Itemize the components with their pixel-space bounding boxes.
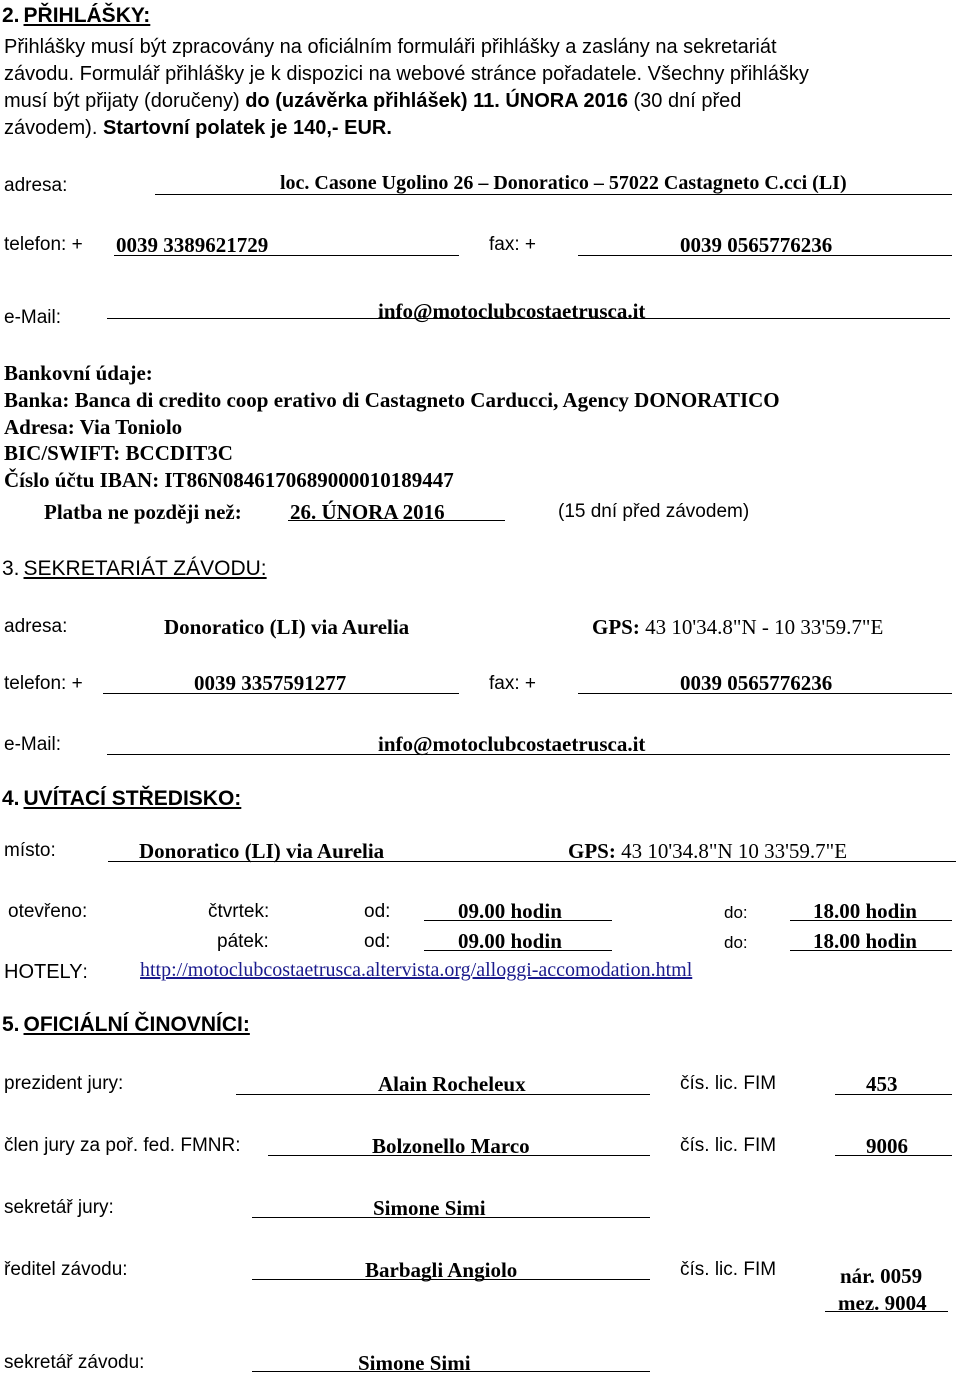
paragraph-line: závodu. Formulář přihlášky je k dispozici na webové stránce pořadatele. Všechny přihlášky [4, 63, 809, 85]
hotels-row [4, 959, 88, 984]
hotels-link[interactable]: http://motoclubcostaetrusca.altervista.org/alloggi-accomodation.html [140, 959, 693, 981]
jury-president-name: Alain Rocheleux [378, 1072, 526, 1096]
registration-deadline: do (uzávěrka přihlášek) 11. ÚNORA 2016 [245, 90, 628, 112]
gps-value: 43 10'34.8"N - 10 33'59.7"E [645, 615, 884, 639]
hotels-label: HOTELY [4, 961, 83, 983]
paragraph-line: Přihlášky musí být zpracovány na oficiálním formuláři přihlášky a zaslány na sekretariát [4, 36, 777, 58]
jury-president-license: 453 [866, 1072, 898, 1096]
gps [568, 839, 847, 863]
fax-label: fax: + [489, 673, 536, 694]
gps-value: 43 10'34.8"N 10 33'59.7"E [621, 839, 848, 863]
paragraph-text: musí být přijaty (doručeny) [4, 90, 246, 112]
open-label: otevřeno: [8, 901, 88, 922]
place-value: Donoratico (LI) via Aurelia [139, 839, 385, 863]
phone-label: telefon: + [4, 673, 83, 694]
fax-value: 0039 0565776236 [680, 671, 833, 695]
section-5-heading [2, 1013, 250, 1037]
gps-label: GPS: [568, 839, 616, 863]
address-label: adresa: [4, 616, 68, 637]
address-value: loc. Casone Ugolino 26 – Donoratico – 57022 Castagneto C.cci (LI) [280, 172, 847, 194]
race-director-license-national: nár. 0059 [840, 1264, 923, 1288]
jury-secretary-name: Simone Simi [373, 1196, 486, 1220]
race-director-name: Barbagli Angiolo [365, 1258, 518, 1282]
email-label: e-Mail: [4, 307, 62, 328]
bank-address: Adresa: Via Toniolo [4, 415, 183, 439]
race-secretary-label: sekretář závodu: [4, 1352, 145, 1373]
to-label: do: [724, 933, 748, 952]
section-title: UVÍTACÍ STŘEDISKO: [23, 787, 242, 810]
license-label: čís. lic. FIM [680, 1135, 777, 1156]
paragraph-text: závodem). [4, 117, 103, 139]
race-secretary-name: Simone Simi [358, 1351, 471, 1375]
section-number: 4. [2, 787, 20, 810]
race-director-label: ředitel závodu: [4, 1259, 128, 1280]
bank-heading: Bankovní údaje: [4, 361, 153, 385]
license-label: čís. lic. FIM [680, 1073, 777, 1094]
payment-deadline-note: (15 dní před závodem) [558, 501, 750, 522]
email-value[interactable]: info@motoclubcostaetrusca.it [378, 732, 646, 756]
email-value[interactable]: info@motoclubcostaetrusca.it [378, 299, 646, 323]
gps-label: GPS: [592, 615, 640, 639]
place-label: místo: [4, 840, 56, 861]
bank-name: Banka: Banca di credito coop erativo di Castagneto Carducci, Agency DONORATICO [4, 388, 780, 412]
jury-member-name: Bolzonello Marco [372, 1134, 530, 1158]
to-time: 18.00 hodin [813, 899, 917, 923]
from-time: 09.00 hodin [458, 899, 562, 923]
section-title: SEKRETARIÁT ZÁVODU: [23, 557, 267, 580]
day-friday: pátek: [217, 931, 269, 952]
phone-label: telefon: + [4, 234, 83, 255]
email-label: e-Mail: [4, 734, 62, 755]
gps [592, 615, 883, 639]
section-number: 5. [2, 1013, 20, 1036]
address-value: Donoratico (LI) via Aurelia [164, 615, 410, 639]
section-4-heading [2, 787, 241, 811]
entry-fee: Startovní polatek je 140,- EUR. [102, 117, 392, 139]
day-thursday: čtvrtek: [208, 901, 270, 922]
payment-deadline-label: Platba ne později než: [44, 500, 242, 524]
license-label: čís. lic. FIM [680, 1259, 777, 1280]
from-time: 09.00 hodin [458, 929, 562, 953]
paragraph-text: (30 dní před [627, 90, 742, 112]
section-number: 3. [2, 557, 20, 580]
hotels-colon: : [82, 962, 88, 983]
jury-secretary-label: sekretář jury: [4, 1197, 114, 1218]
section-3-heading [2, 557, 267, 581]
section-number: 2. [2, 4, 20, 27]
from-label: od: [364, 931, 391, 952]
paragraph-line [4, 115, 392, 142]
address-label: adresa: [4, 175, 68, 196]
jury-member-license: 9006 [866, 1134, 908, 1158]
to-time: 18.00 hodin [813, 929, 917, 953]
bank-bic: BIC/SWIFT: BCCDIT3C [4, 441, 233, 465]
fax-label: fax: + [489, 234, 536, 255]
jury-member-label: člen jury za poř. fed. FMNR: [4, 1135, 241, 1156]
jury-president-label: prezident jury: [4, 1073, 124, 1094]
phone-value: 0039 3389621729 [116, 233, 269, 257]
paragraph-line [4, 88, 741, 115]
from-label: od: [364, 901, 391, 922]
bank-iban: Číslo účtu IBAN: IT86N0846170689000010189447 [4, 468, 454, 492]
section-title: OFICIÁLNÍ ČINOVNÍCI: [23, 1013, 250, 1036]
fax-value: 0039 0565776236 [680, 233, 833, 257]
phone-value: 0039 3357591277 [194, 671, 347, 695]
payment-deadline: 26. ÚNORA 2016 [290, 500, 445, 524]
to-label: do: [724, 903, 748, 922]
race-director-license-international: mez. 9004 [838, 1291, 927, 1315]
section-2-heading [2, 4, 150, 28]
section-title: PŘIHLÁŠKY: [23, 4, 151, 27]
